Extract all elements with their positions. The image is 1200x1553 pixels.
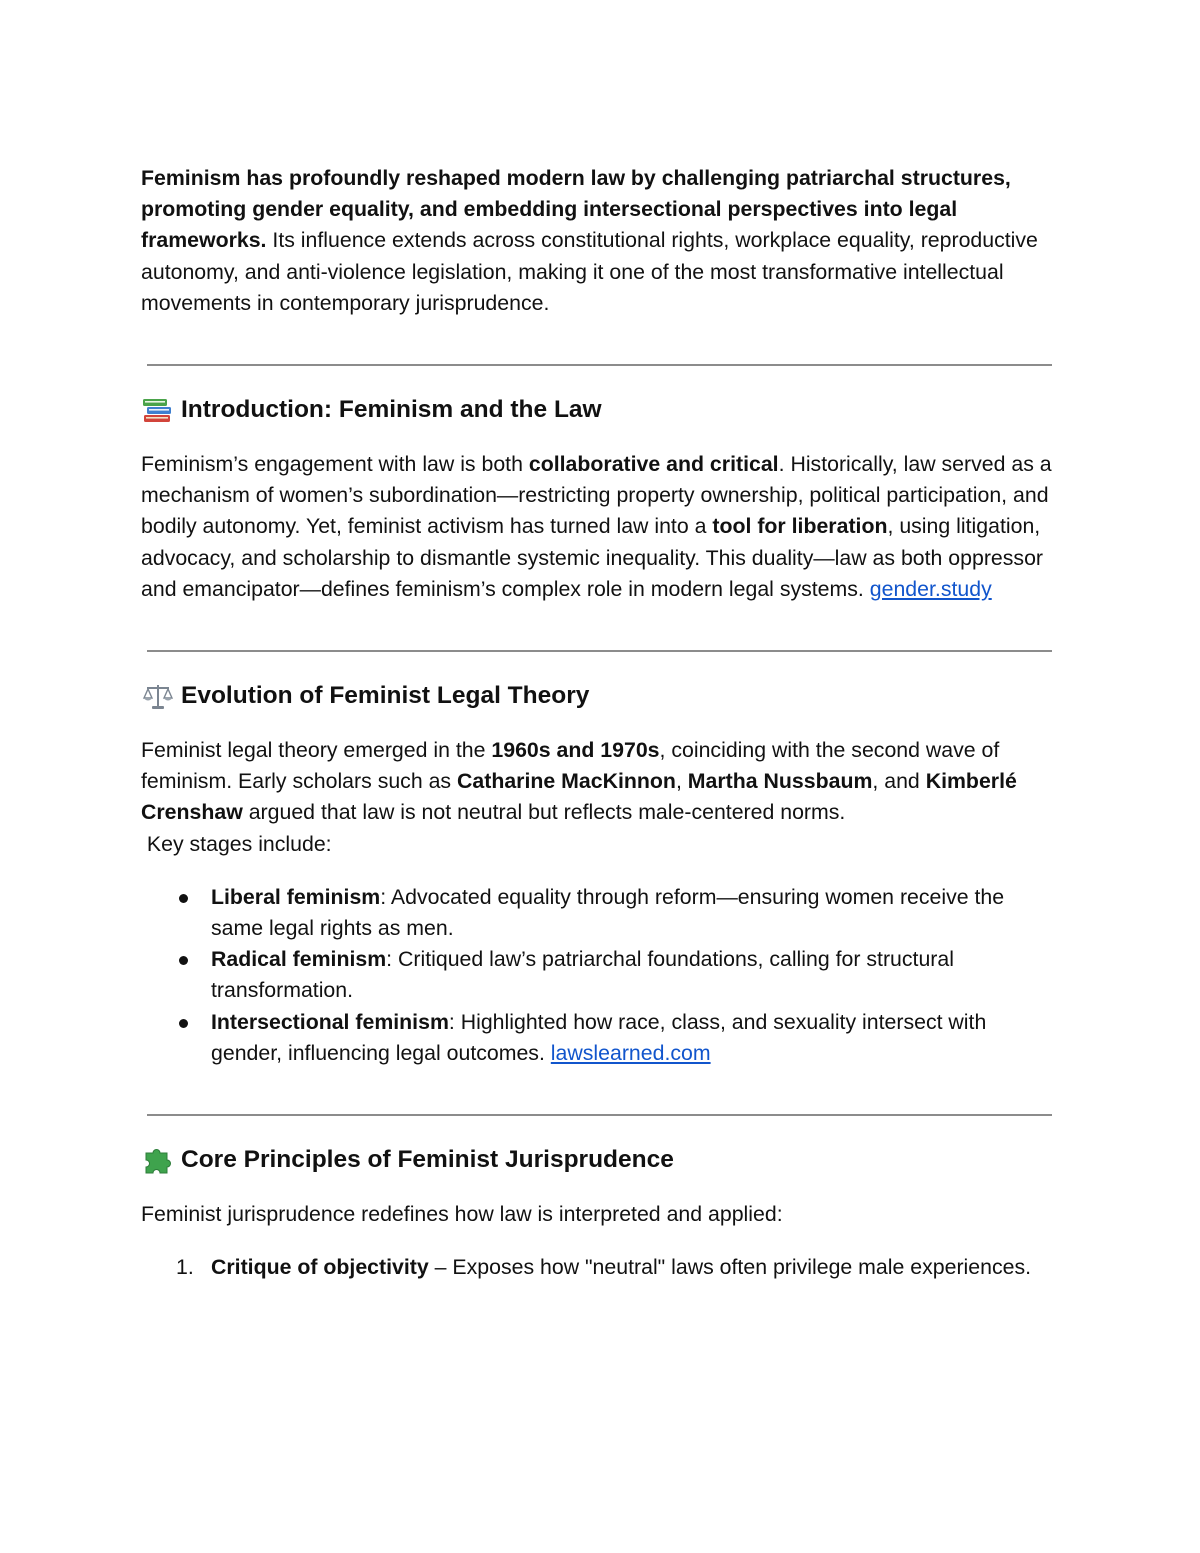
heading-introduction — [141, 393, 1056, 427]
core-principles-list — [141, 1252, 1056, 1283]
text-run: , coinciding with the second wave of feminism. Early scholars such as — [141, 738, 1000, 794]
list-item — [141, 1007, 1056, 1069]
heading-introduction-text: Introduction: Feminism and the Law — [181, 396, 602, 424]
bullet-dot — [179, 1019, 188, 1028]
intro-paragraph — [141, 163, 1056, 319]
books-icon — [141, 395, 175, 425]
bold-run: 1960s and 1970s — [491, 738, 660, 763]
heading-core-principles — [141, 1143, 1056, 1177]
bold-run: Martha Nussbaum — [687, 769, 873, 794]
balance-scale-icon — [141, 681, 175, 711]
source-link-gender-study[interactable]: gender.study — [869, 576, 992, 601]
text-run: Feminist legal theory emerged in the — [141, 738, 492, 763]
item-text: – Exposes how "neutral" laws often privilege male experiences. — [428, 1255, 1032, 1280]
intro-rest: Its influence extends across constitutional rights, workplace equality, reproductive autonomy, and anti-violence legislation, making it one of the most transformative intellectual movements in contemporary jurisprudence. — [141, 228, 1038, 315]
list-number: 1. — [176, 1255, 194, 1280]
text-run: Feminism’s engagement with law is both — [141, 452, 529, 477]
bullet-term: Liberal feminism — [211, 884, 381, 909]
introduction-paragraph — [141, 449, 1056, 605]
horizontal-rule — [147, 650, 1052, 652]
source-link-lawslearned[interactable]: lawslearned.com — [550, 1040, 711, 1065]
text-run: , — [675, 769, 688, 794]
core-principles-paragraph: Feminist jurisprudence redefines how law is interpreted and applied: — [141, 1202, 783, 1227]
bullet-text: : Advocated equality through reform—ensuring women receive the same legal rights as men. — [211, 884, 1005, 941]
intro-bold-lead: Feminism has profoundly reshaped modern law by challenging patriarchal structures, promoting gender equality, and embedding intersectional perspectives into legal frameworks. — [141, 166, 1011, 253]
bullet-dot — [179, 894, 188, 903]
text-run: . Historically, law served as a mechanism of women’s subordination—restricting property ownership, political participation, and bodily autonomy. Yet, feminist activism has turned law into a — [141, 452, 1052, 539]
horizontal-rule — [147, 1114, 1052, 1116]
document-page — [141, 160, 1056, 1283]
bullet-text: : Critiqued law’s patriarchal foundations, calling for structural transformation. — [211, 947, 954, 1003]
bold-run: collaborative and critical — [528, 452, 779, 477]
text-run: , using litigation, advocacy, and scholarship to dismantle systemic inequality. This duality—law as both oppressor and emancipator—defines feminism’s complex role in modern legal systems. — [141, 514, 1044, 601]
evolution-paragraph — [141, 735, 1056, 829]
bold-run: Catharine MacKinnon — [457, 769, 676, 794]
key-stages-list — [141, 882, 1056, 1069]
bullet-term: Intersectional feminism — [211, 1009, 449, 1034]
bullet-term: Radical feminism — [211, 947, 387, 972]
list-item — [141, 882, 1056, 944]
bullet-text: : Highlighted how race, class, and sexuality intersect with gender, influencing legal outcomes. — [211, 1009, 987, 1065]
bullet-dot — [179, 956, 188, 965]
list-item — [141, 1252, 1056, 1283]
list-item — [141, 944, 1056, 1006]
heading-core-principles-text: Core Principles of Feminist Jurisprudence — [181, 1146, 674, 1174]
bold-run: Kimberlé Crenshaw — [141, 769, 1017, 825]
horizontal-rule — [147, 364, 1052, 366]
puzzle-piece-icon — [141, 1145, 175, 1175]
heading-evolution-text: Evolution of Feminist Legal Theory — [181, 682, 590, 710]
bold-run: tool for liberation — [712, 514, 888, 539]
text-run: , and — [872, 769, 926, 794]
item-term: Critique of objectivity — [211, 1255, 429, 1280]
text-run: argued that law is not neutral but reflects male-centered norms. — [242, 800, 846, 825]
heading-evolution — [141, 679, 1056, 713]
key-stages-line: Key stages include: — [141, 831, 332, 856]
